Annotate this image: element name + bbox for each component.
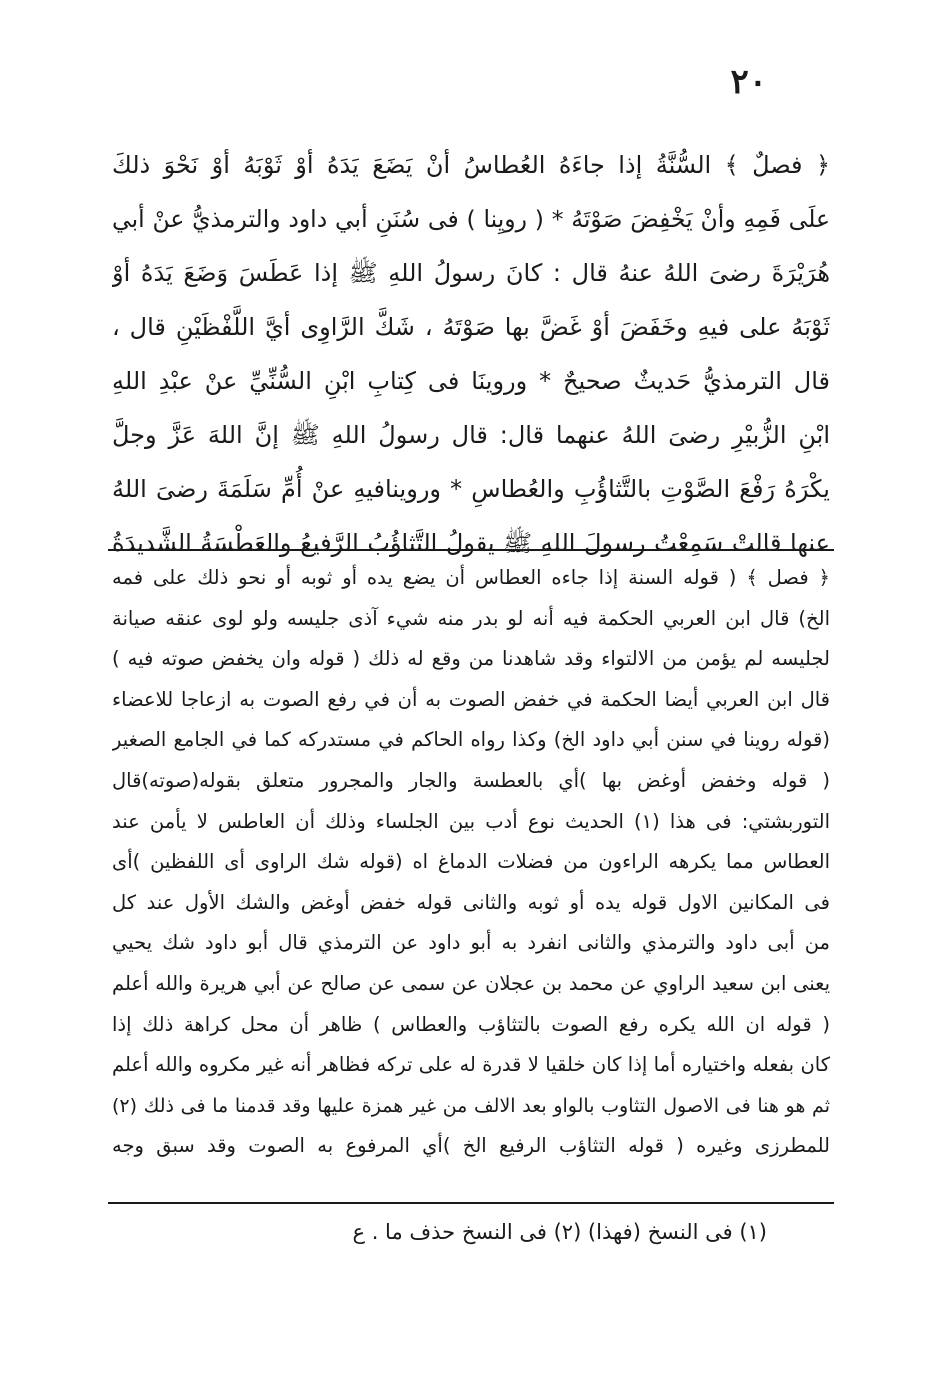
commentary-line: ﴿ فصل ﴾ ( قوله السنة إذا جاءه العطاس أن يضع يده أو ثوبه أو نحو ذلك على فمه: [112, 566, 830, 589]
main-text-block: [112, 138, 830, 570]
separator-rule-top: [108, 549, 834, 551]
commentary-line: ( قوله ان الله يكره رفع الصوت بالتثاؤب والعطاس ) ظاهر أن محل كراهة ذلك إذا: [112, 1012, 830, 1036]
commentary-line: يعنى ابن سعيد الراوي عن محمد بن عجلان عن سمى عن صالح عن أبي هريرة والله أعلم: [112, 971, 830, 995]
commentary-line: ثم هو هنا فى الاصول التثاوب بالواو بعد الالف من غير همزة عليها وقد قدمنا ما فى ذلك (٢): [112, 1094, 830, 1117]
main-text-line: عنها قالتْ سَمِعْتُ رسولَ اللهِ ﷺ يقولُ التَّثاؤُبُ الرَّفيعُ والعَطْسَةُ الشَّديدَةُ: [112, 529, 830, 557]
commentary-line: ( قوله وخفض أوغض بها )أي بالعطسة والجار والمجرور متعلق بقوله(صوته)قال: [112, 768, 830, 792]
page-number: ٢٠: [730, 62, 767, 102]
main-text-line: ﴿ فصلٌ ﴾ السُّنَّةُ إذا جاءَهُ العُطاسُ أنْ يَضَعَ يَدَهُ أوْ ثَوْبَهُ أوْ نَحْوَ ذلكَ: [112, 151, 830, 179]
commentary-line: فى المكانين الاول قوله يده أو ثوبه والثانى قوله خفض أوغض والشك الأول عند كل: [112, 890, 830, 914]
commentary-line: للمطرزى وغيره ( قوله التثاؤب الرفيع الخ )أي المرفوع به الصوت وقد سبق وجه: [112, 1134, 830, 1158]
footnotes: (١) فى النسخ (فهذا) (٢) فى النسخ حذف ما . ع: [352, 1220, 767, 1244]
commentary-line: من أبى داود والترمذي والثانى انفرد به أبو داود عن الترمذي قال أبو داود شك يحيي: [112, 931, 830, 955]
commentary-line: العطاس مما يكرهه الراءون من فضلات الدماغ اه (قوله شك الراوى أى اللفظين )أى: [112, 850, 830, 874]
main-text-line: ثَوْبَهُ على فيهِ وخَفَضَ أوْ غَضَّ بها صَوْتَهُ ، شَكَّ الرَّاوِى أيَّ اللَّفْظَيْنِ قال ،: [112, 313, 830, 341]
commentary-block: [112, 558, 830, 1167]
commentary-line: كان بفعله واختياره أما إذا كان خلقيا لا قدرة له على تركه فظاهر أنه غير مكروه والله أعلم: [112, 1053, 830, 1077]
main-text-line: ابْنِ الزُّبيْرِ رضىَ اللهُ عنهما قال: قال رسولُ اللهِ ﷺ إنَّ اللهَ عَزَّ وجلَّ: [112, 421, 830, 449]
commentary-line: (قوله روينا في سنن أبي داود الخ) وكذا رواه الحاكم في مستدركه كما في الجامع الصغير: [112, 728, 830, 752]
commentary-line: قال ابن العربي أيضا الحكمة في خفض الصوت به أن في رفع الصوت به ازعاجا للاعضاء: [112, 687, 830, 711]
commentary-line: الخ) قال ابن العربي الحكمة فيه أنه لو بدر منه شيء آذى جليسه ولو لوى عنقه صيانة: [112, 606, 830, 630]
main-text-line: علَى فَمِهِ وأنْ يَخْفِضَ صَوْتَهُ * ( رويِنا ) فى سُنَنِ أبي داود والترمذيُّ عنْ أبي: [112, 205, 830, 233]
main-text-line: قال الترمذيُّ حَديثٌ صحيحٌ * وروينَا فى كِتابِ ابْنِ السُّنِّيِّ عنْ عبْدِ اللهِ: [112, 367, 830, 395]
commentary-line: لجليسه لم يؤمن من الالتواء وقد شاهدنا من وقع له ذلك ( قوله وان يخفض صوته فيه ): [112, 647, 830, 671]
commentary-line: التوربشتي: فى هذا (١) الحديث نوع أدب بين الجلساء وذلك أن العاطس لا يأمن عند: [112, 809, 830, 833]
main-text-line: هُرَيْرَةَ رضىَ اللهُ عنهُ قال : كانَ رسولُ اللهِ ﷺ إذا عَطَسَ وَضَعَ يَدَهُ أوْ: [112, 259, 830, 287]
separator-rule-bottom: [108, 1202, 834, 1204]
main-text-line: يكْرَهُ رَفْعَ الصَّوْتِ بالتَّثاؤُبِ والعُطاسِ * وروينافيهِ عنْ أُمِّ سَلَمَةَ رضىَ اللهُ: [112, 475, 830, 503]
